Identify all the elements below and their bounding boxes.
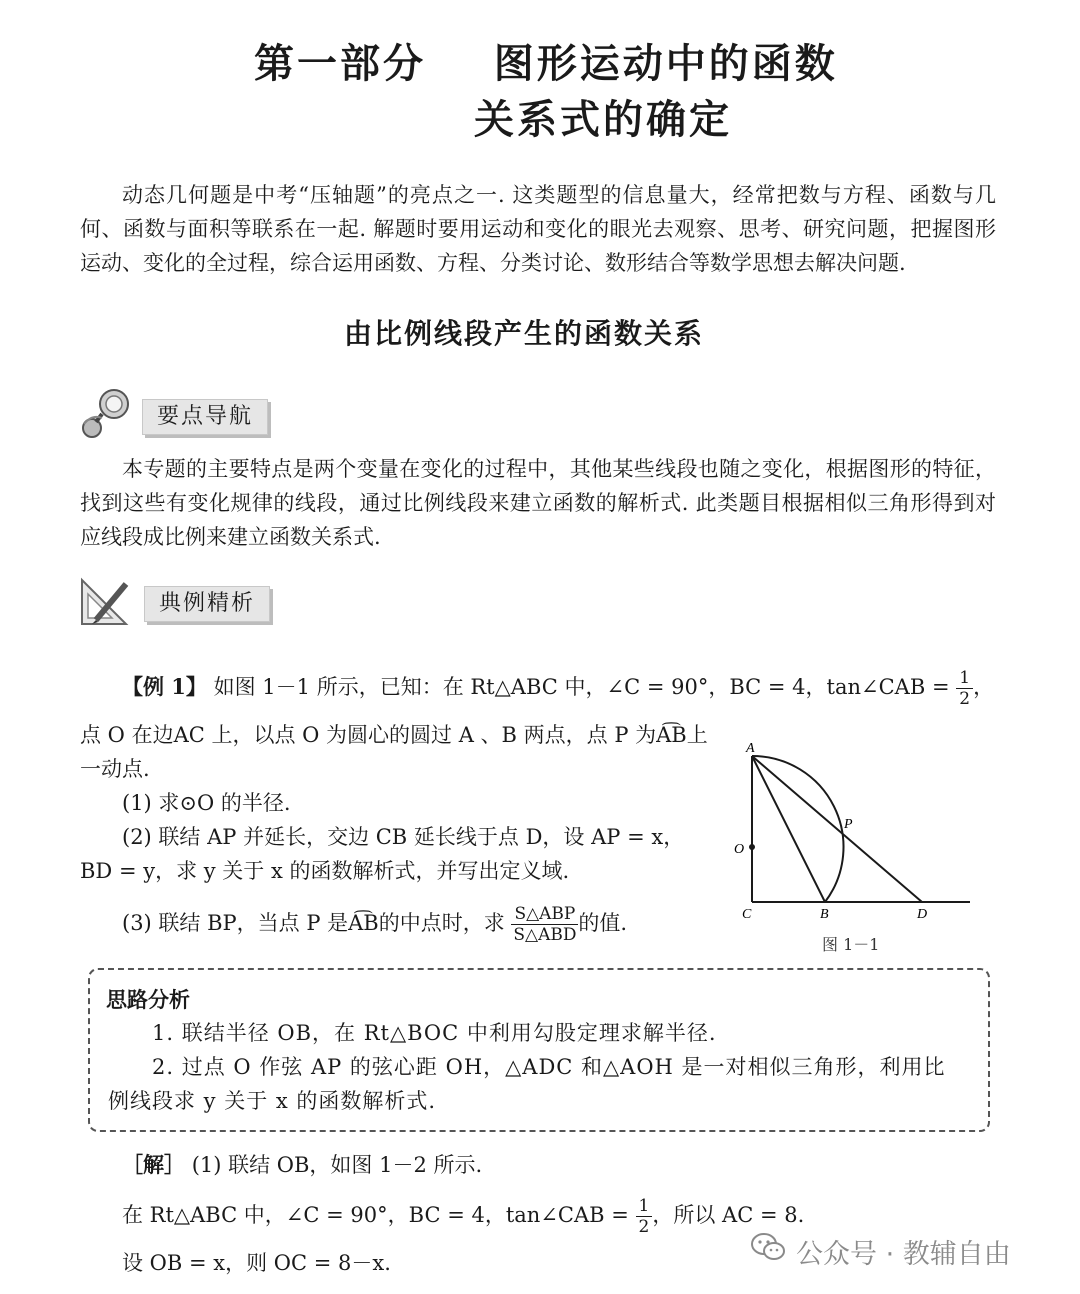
section-subtitle: 由比例线段产生的函数关系	[344, 317, 705, 350]
question-2b: BD = y，求 y 关于 x 的函数解析式，并写出定义域.	[80, 859, 570, 883]
example-line1-end: ，	[973, 675, 995, 699]
figure-caption: 图 1－1	[822, 935, 880, 954]
intro-paragraph: 动态几何题是中考“压轴题”的亮点之一. 这类题型的信息量大，经常把数与方程、函数与几何、函数与面积等联系在一起. 解题时要用运动和变化的眼光去观察、思考、研究问题，把握图形运动、变化的全过程，综合运用函数、方程、分类讨论、数形结合等数学思想去解决问题.	[80, 183, 996, 275]
example-line1	[122, 668, 994, 709]
page-title-line2: 关系式的确定	[474, 97, 732, 143]
watermark: 公众号 · 教辅自由	[796, 1239, 1011, 1270]
solution-line2	[122, 1196, 804, 1237]
tan-numerator: 1	[956, 668, 973, 689]
figure-1-1	[728, 736, 978, 966]
solution-ac: ，所以 AC = 8.	[652, 1203, 805, 1227]
key-points-text: 本专题的主要特点是两个变量在变化的过程中，其他某些线段也随之变化，根据图形的特征，找到这些有变化规律的线段，通过比例线段来建立函数的解析式. 此类题目根据相似三角形得到对应线段成比例来建立函数关系式.	[80, 457, 996, 549]
analysis-point-2a: 2. 过点 O 作弦 AP 的弦心距 OH，△ADC 和△AOH 是一对相似三角形，利用比	[152, 1055, 946, 1079]
solution-tan-numerator: 1	[636, 1196, 653, 1217]
arc-ab	[752, 756, 844, 902]
label-o: O	[734, 842, 745, 857]
pencil-ruler-icon	[78, 574, 138, 630]
question-2a: (2) 联结 AP 并延长，交边 CB 延长线于点 D，设 AP = x，	[122, 825, 685, 849]
tan-fraction	[956, 668, 973, 709]
wechat-icon	[750, 1232, 786, 1262]
tan-denominator: 2	[959, 689, 971, 709]
area-ratio-denominator: S△ABD	[513, 925, 577, 945]
example-line3: 一动点.	[80, 757, 150, 781]
page-title: 第一部分 图形运动中的函数	[254, 41, 838, 87]
solution-tan-fraction	[636, 1196, 653, 1237]
magnifier-icon	[78, 384, 138, 444]
label-a: A	[746, 741, 755, 756]
solution-line1	[122, 1148, 482, 1182]
question-3-pre: (3) 联结 BP，当点 P 是A͡B的中点时，求	[122, 911, 505, 935]
analysis-point-1: 1. 联结半径 OB，在 Rt△BOC 中利用勾股定理求解半径.	[152, 1021, 717, 1045]
point-o	[749, 844, 755, 850]
example-line2: 点 O 在边AC 上，以点 O 为圆心的圆过 A 、B 两点，点 P 为A͡B上	[80, 723, 708, 747]
question-3	[122, 904, 627, 945]
example-given: 如图 1－1 所示，已知：在 Rt△ABC 中，∠C = 90°，BC = 4，tan∠CAB =	[213, 675, 950, 699]
solution-line3: 设 OB = x，则 OC = 8－x.	[122, 1251, 391, 1275]
label-b: B	[820, 907, 829, 922]
solution-tag: ［解］	[122, 1152, 185, 1177]
question-3-post: 的值.	[578, 911, 628, 935]
label-p: P	[844, 817, 853, 832]
area-ratio-fraction	[511, 904, 578, 945]
label-c: C	[742, 907, 752, 922]
line-ab	[752, 756, 825, 902]
example-tag: 【例 1】	[122, 674, 207, 699]
question-1: (1) 求⊙O 的半径.	[122, 791, 291, 815]
analysis-title: 思路分析	[106, 988, 190, 1012]
analysis-point-2b: 例线段求 y 关于 x 的函数解析式.	[108, 1089, 437, 1113]
area-ratio-numerator: S△ABP	[511, 904, 578, 925]
key-points-header: 要点导航	[142, 399, 268, 435]
solution-step1: (1) 联结 OB，如图 1－2 所示.	[191, 1153, 483, 1177]
examples-header: 典例精析	[144, 586, 270, 622]
label-d: D	[917, 907, 928, 922]
solution-given: 在 Rt△ABC 中，∠C = 90°，BC = 4，tan∠CAB =	[122, 1203, 629, 1227]
solution-tan-denominator: 2	[638, 1217, 650, 1237]
